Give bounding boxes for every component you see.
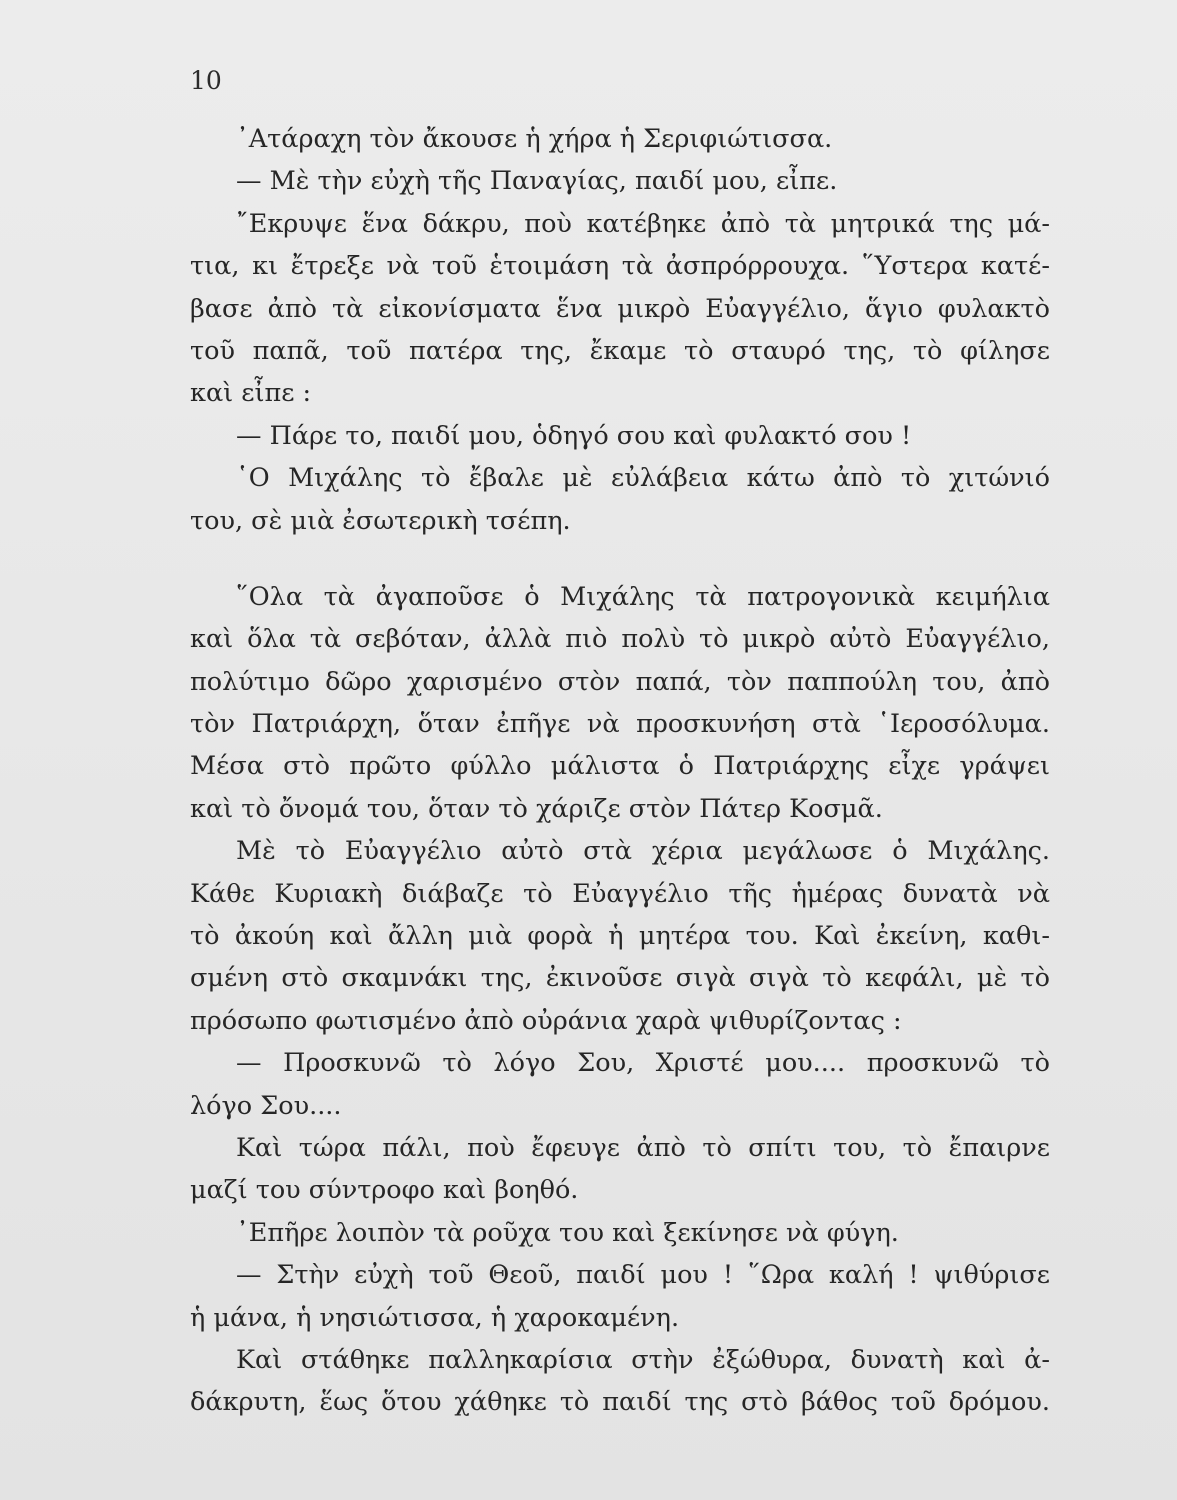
text-line: ᾿Επῆρε λοιπὸν τὰ ροῦχα του καὶ ξεκίνησε νὰ φύγη. bbox=[236, 1217, 899, 1248]
text-line: ῎Εκρυψε ἕνα δάκρυ, ποὺ κατέβηκε ἀπὸ τὰ μητρικά της μά- bbox=[236, 208, 1050, 239]
text-line: βασε ἀπὸ τὰ εἰκονίσματα ἕνα μικρὸ Εὐαγγέλιο, ἅγιο φυλακτὸ bbox=[190, 293, 1050, 324]
text-line: τια, κι ἔτρεξε νὰ τοῦ ἑτοιμάση τὰ ἀσπρόρρουχα. ῞Υστερα κατέ- bbox=[190, 251, 1050, 282]
text-line: ῾Ο Μιχάλης τὸ ἔβαλε μὲ εὐλάβεια κάτω ἀπὸ τὸ χιτώνιό bbox=[236, 463, 1050, 494]
text-line: Μέσα στὸ πρῶτο φύλλο μάλιστα ὁ Πατριάρχης εἶχε γράψει bbox=[190, 751, 1050, 782]
text-line: πρόσωπο φωτισμένο ἀπὸ οὐράνια χαρὰ ψιθυρίζοντας : bbox=[190, 1005, 902, 1036]
text-line: καὶ εἶπε : bbox=[190, 378, 312, 409]
text-line: — Στὴν εὐχὴ τοῦ Θεοῦ, παιδί μου ! ῞Ωρα καλή ! ψιθύρισε bbox=[236, 1260, 1050, 1291]
text-line: Καὶ τώρα πάλι, ποὺ ἔφευγε ἀπὸ τὸ σπίτι του, τὸ ἔπαιρνε bbox=[236, 1132, 1050, 1163]
text-line: τὸ ἀκούη καὶ ἄλλη μιὰ φορὰ ἡ μητέρα του. Καὶ ἐκείνη, καθι- bbox=[190, 921, 1050, 952]
text-line: ᾿Ατάραχη τὸν ἄκουσε ἡ χήρα ἡ Σεριφιώτισσα. bbox=[236, 124, 833, 154]
text-line: — Μὲ τὴν εὐχὴ τῆς Παναγίας, παιδί μου, εἶπε. bbox=[236, 166, 838, 197]
section-break bbox=[190, 542, 1050, 576]
text-line: ἡ μάνα, ἡ νησιώτισσα, ἡ χαροκαμένη. bbox=[190, 1302, 680, 1333]
text-line: Κάθε Κυριακὴ διάβαζε τὸ Εὐαγγέλιο τῆς ἡμέρας δυνατὰ νὰ bbox=[190, 878, 1050, 909]
text-line: ῞Ολα τὰ ἀγαποῦσε ὁ Μιχάλης τὰ πατρογονικὰ κειμήλια bbox=[236, 581, 1050, 612]
text-line: πολύτιμο δῶρο χαρισμένο στὸν παπά, τὸν παππούλη του, ἀπὸ bbox=[190, 666, 1050, 697]
text-line: καὶ τὸ ὄνομά του, ὅταν τὸ χάριζε στὸν Πάτερ Κοσμᾶ. bbox=[190, 793, 883, 824]
body-text bbox=[190, 118, 1050, 1424]
page-number: 10 bbox=[190, 66, 222, 95]
text-line: Καὶ στάθηκε παλληκαρίσια στὴν ἐξώθυρα, δυνατὴ καὶ ἀ- bbox=[236, 1344, 1050, 1375]
text-line: — Προσκυνῶ τὸ λόγο Σου, Χριστέ μου.... προσκυνῶ τὸ bbox=[236, 1048, 1050, 1079]
text-line: τὸν Πατριάρχη, ὅταν ἐπῆγε νὰ προσκυνήση στὰ ῾Ιεροσόλυμα. bbox=[190, 709, 1050, 740]
text-line: μαζί του σύντροφο καὶ βοηθό. bbox=[190, 1175, 579, 1206]
text-line: σμένη στὸ σκαμνάκι της, ἐκινοῦσε σιγὰ σιγὰ τὸ κεφάλι, μὲ τὸ bbox=[190, 963, 1050, 994]
text-line: καὶ ὅλα τὰ σεβόταν, ἀλλὰ πιὸ πολὺ τὸ μικρὸ αὐτὸ Εὐαγγέλιο, bbox=[190, 624, 1050, 655]
text-line: Μὲ τὸ Εὐαγγέλιο αὐτὸ στὰ χέρια μεγάλωσε ὁ Μιχάλης. bbox=[236, 836, 1050, 867]
text-line: τοῦ παπᾶ, τοῦ πατέρα της, ἔκαμε τὸ σταυρό της, τὸ φίλησε bbox=[190, 335, 1050, 366]
text-line: δάκρυτη, ἕως ὅτου χάθηκε τὸ παιδί της στὸ βάθος τοῦ δρόμου. bbox=[190, 1387, 1050, 1418]
text-line: — Πάρε το, παιδί μου, ὁδηγό σου καὶ φυλακτό σου ! bbox=[236, 420, 912, 451]
text-line: λόγο Σου.... bbox=[190, 1090, 342, 1121]
text-line: του, σὲ μιὰ ἐσωτερικὴ τσέπη. bbox=[190, 505, 571, 536]
